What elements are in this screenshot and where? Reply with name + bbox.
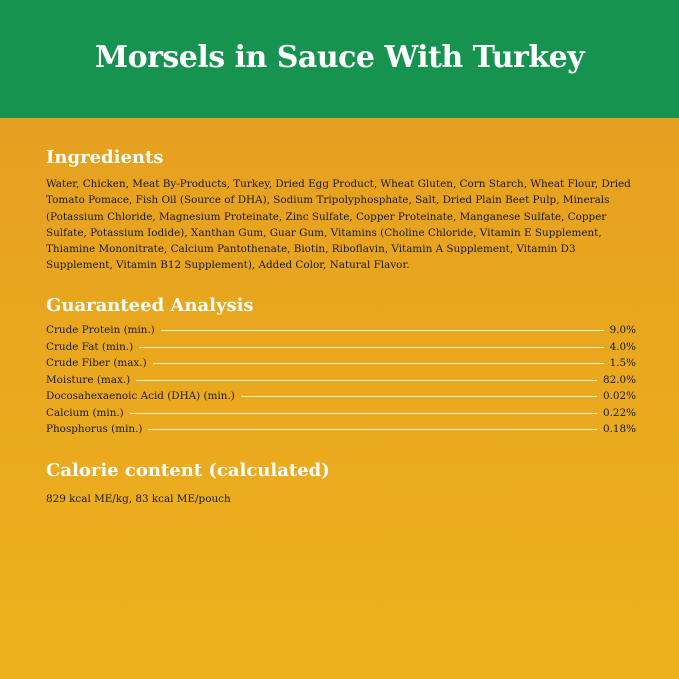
analysis-row-calcium [46, 407, 636, 424]
analysis-value: 0.22% [602, 406, 636, 419]
leader-line [161, 330, 604, 331]
analysis-value: 1.5% [609, 357, 636, 369]
leader-line [148, 429, 597, 430]
guaranteed-analysis-heading: Guaranteed Analysis [46, 295, 254, 316]
analysis-label: Phosphorus (min.) [46, 423, 143, 435]
analysis-value: 0.02% [602, 390, 636, 402]
analysis-value: 0.18% [602, 423, 636, 435]
calorie-content-text: 829 kcal ME/kg, 83 kcal ME/pouch [46, 493, 231, 505]
analysis-value: 82.0% [602, 373, 636, 386]
analysis-row-moisture [46, 374, 636, 391]
product-title: Morsels in Sauce With Turkey [94, 39, 585, 75]
analysis-label: Crude Fat (min.) [46, 340, 134, 353]
analysis-label: Docosahexaenoic Acid (DHA) (min.) [46, 390, 235, 402]
analysis-row-crude-protein [46, 324, 636, 341]
analysis-value: 9.0% [609, 324, 636, 336]
guaranteed-analysis-table [46, 324, 636, 440]
ingredients-text: Water, Chicken, Meat By-Products, Turkey, Dried Egg Product, Wheat Gluten, Corn Starch, Wheat Flour, Dried Tomato Pomace, Fish Oil (Source of DHA), Sodium Tripolyphosphate, Salt, Dried Plain Beet Pulp, Minerals (Potassium Chloride, Magnesium Proteinate, Zinc Sulfate, Copper Proteinate, Manganese Sulfate, Copper Sulfate, Potassium Iodide), Xanthan Gum, Guar Gum, Vitamins (Choline Chloride, Vitamin E Supplement, Thiamine Mononitrate, Calcium Pantothenate, Biotin, Riboflavin, Vitamin A Supplement, Vitamin D3 Supplement, Vitamin B12 Supplement), Added Color, Natural Flavor. [46, 178, 631, 272]
analysis-row-phosphorus [46, 423, 636, 440]
analysis-value: 4.0% [609, 340, 636, 353]
analysis-label: Calcium (min.) [46, 406, 124, 419]
analysis-label: Crude Protein (min.) [46, 324, 155, 336]
leader-line [153, 363, 604, 364]
header-banner [0, 0, 679, 118]
ingredients-heading: Ingredients [46, 147, 164, 168]
analysis-row-crude-fat [46, 341, 636, 358]
leader-line [241, 396, 597, 397]
calorie-content-heading: Calorie content (calculated) [46, 460, 330, 481]
leader-line [136, 380, 597, 381]
analysis-label: Crude Fiber (max.) [46, 357, 147, 369]
leader-line [139, 347, 603, 348]
leader-line [130, 413, 597, 414]
analysis-row-dha [46, 390, 636, 407]
analysis-label: Moisture (max.) [46, 373, 131, 386]
analysis-row-crude-fiber [46, 357, 636, 374]
